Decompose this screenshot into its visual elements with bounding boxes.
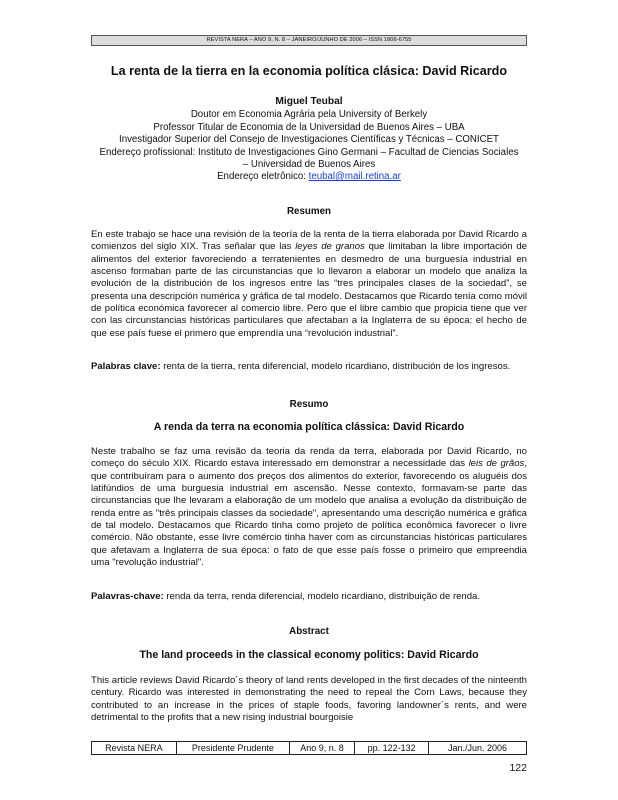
footer-issue: Ano 9, n. 8 [289, 742, 354, 755]
author-name: Miguel Teubal [275, 96, 343, 107]
resumen-text-start: En este trabajo se hace una revisión de la teoría de la renta de la tierra elaborada por David Ricardo a comienzos del siglo XIX. Tras señalar que las [91, 229, 527, 253]
page-number: 122 [509, 762, 527, 774]
abstract-body [91, 675, 527, 724]
footer-date: Jan./Jun. 2006 [429, 742, 527, 755]
resumen-keywords-text: renta de la tierra, renta diferencial, modelo ricardiano, distribución de los ingresos. [163, 361, 511, 372]
resumo-text-start: Neste trabalho se faz uma revisão da teoria da renda da terra, elaborada por David Ricardo, no começo do século XIX. Ricardo estava interessado em demonstrar a necessidade das [91, 446, 527, 470]
citation-footer [91, 741, 527, 755]
resumen-keywords-label: Palabras clave: [91, 361, 161, 372]
resumen-text-end: que limitaban la libre importación de alimentos del exterior favoreciendo a terratenientes en desmedro de una burguesía industrial en ascenso formaban parte de las circunstancias que lo llevaron a elaborar un modelo que analiza la evolución de la distribución de los ingresos entre las “tres principales clases de la sociedad”, se presenta una descripción numérica y gráfica de tal modelo. Destacamos que Ricardo tenía como móvil de política económica favorecer al comercio libre. Pero que el libre cambio que propicia tiene que ver con las circunstancias históricas particulares que afectaban a la Inglaterra de su época: el hecho de que ese país fuese el primero que emprendía una “revolución industrial”. [91, 241, 527, 339]
resumo-keywords-text: renda da terra, renda diferencial, modelo ricardiano, distribuição de renda. [166, 591, 481, 602]
paper-title: La renta de la tierra en la economia política clásica: David Ricardo [110, 64, 508, 78]
resumen-heading: Resumen [286, 206, 332, 217]
footer-city: Presidente Prudente [176, 742, 289, 755]
resumen-keywords [91, 361, 527, 373]
citation-row [92, 742, 527, 755]
footer-journal: Revista NERA [92, 742, 177, 755]
email-link[interactable]: teubal@mail.retina.ar [308, 171, 401, 183]
abstract-paragraph: This article reviews David Ricardo´s theory of land rents developed in the first decades of the ninteenth century. Ricardo was interested in demonstrating the need to repeal the Corn Laws, because they contributed to an increase in the prices of staple foods, favoring landowner´s rents, and were detrimental to the profits that a new rising industrial bourgoisie [91, 675, 527, 724]
resumo-paragraph [91, 446, 527, 569]
resumo-body [91, 446, 527, 569]
resumo-heading: Resumo [289, 399, 329, 410]
author-email-line [96, 171, 522, 183]
author-affiliation-address: Endereço profissional: Instituto de Investigaciones Gino Germani – Facultad de Ciencias Sociales – Universidad de Buenos Aires [99, 146, 519, 171]
author-affiliation-degree: Doutor em Economia Agrária pela University of Berkely [190, 109, 428, 121]
author-affiliation-position: Professor Titular de Economia de la Universidad de Buenos Aires – UBA [153, 121, 465, 133]
resumo-subtitle: A renda da terra na economia política clássica: David Ricardo [153, 421, 465, 433]
abstract-heading: Abstract [289, 626, 329, 637]
author-block [96, 96, 522, 184]
running-header: REVISTA NERA – ANO 9, N. 8 – JANEIRO/JUNHO DE 2006 – ISSN 1806-6755 [91, 35, 527, 46]
author-affiliation-research: Investigador Superior del Consejo de Investigaciones Científicas y Técnicas – CONICET [119, 134, 499, 146]
email-label: Endereço eletrônico: [217, 171, 306, 183]
resumen-italic-term: leyes de granos [295, 241, 365, 253]
resumen-paragraph [91, 229, 527, 340]
abstract-subtitle: The land proceeds in the classical economy politics: David Ricardo [139, 649, 479, 661]
resumo-italic-term: leis de grãos [468, 458, 525, 470]
resumo-keywords-label: Palavras-chave: [91, 591, 164, 602]
footer-pages: pp. 122-132 [355, 742, 429, 755]
resumo-keywords [91, 591, 527, 603]
resumen-body [91, 229, 527, 340]
resumo-text-end: , que contribuíram para o aumento dos preços dos alimentos do exterior, favorecendo os aluguéis dos latifúndios de uma burguesia industrial em ascensão. Nesse contexto, formavam-se parte das circunstancias que lhe levaram a elaboração de um modelo que analisa a evolução da distribuição de renda entre as "três principais classes da sociedade", apresentando uma descrição numérica e gráfica de tal modelo. Destacamos que Ricardo tinha como projeto de política econômica favorecer o livre comércio. Não obstante, esse livre comércio tinha haver com as circunstancias históricas particulares que afetavam a Inglaterra de sua época: o fato de que esse país fosse o primeiro que empreendia uma "revolução industrial". [91, 458, 527, 569]
